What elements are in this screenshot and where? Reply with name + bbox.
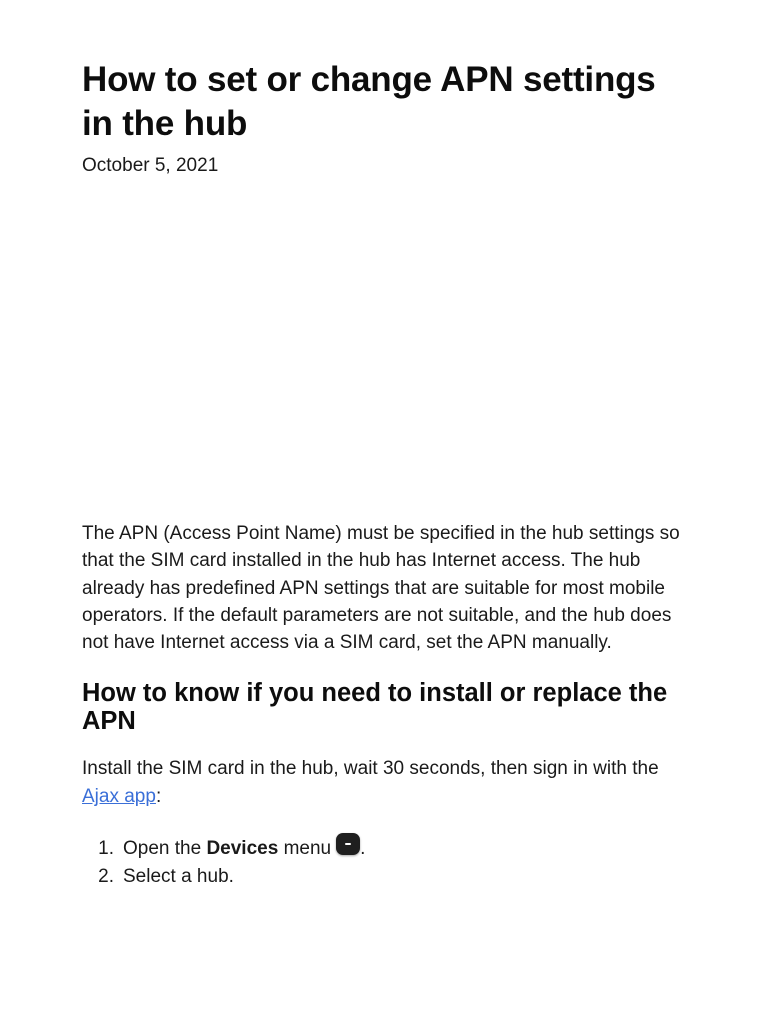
section-paragraph	[82, 755, 692, 811]
page-title: How to set or change APN settings in the hub	[82, 60, 656, 143]
step-text	[123, 833, 365, 863]
step-text-end: .	[360, 838, 366, 860]
list-item	[82, 833, 692, 863]
media-placeholder	[82, 179, 692, 520]
list-item	[82, 863, 692, 891]
step-text-before: Open the	[123, 838, 207, 860]
step-number: 1.	[98, 838, 114, 860]
steps-list	[82, 833, 692, 891]
section-heading: How to know if you need to install or replace the APN	[82, 679, 668, 736]
publish-date: October 5, 2021	[82, 155, 219, 176]
step-text: Select a hub.	[123, 866, 234, 888]
article	[82, 0, 692, 891]
section-text: Install the SIM card in the hub, wait 30 seconds, then sign in with the	[82, 758, 659, 780]
intro-paragraph: The APN (Access Point Name) must be specified in the hub settings so that the SIM card installed in the hub has Internet access. The hub already has predefined APN settings that are suitable for most mobile operators. If the default parameters are not suitable, and the hub does not have Internet access via a SIM card, set the APN manually.	[82, 523, 680, 654]
ajax-app-link[interactable]: Ajax app	[82, 786, 156, 808]
step-text-after: menu	[278, 838, 332, 860]
step-number: 2.	[98, 866, 114, 888]
section-text-end: :	[155, 786, 162, 808]
devices-label: Devices	[206, 838, 279, 860]
devices-menu-icon	[336, 833, 360, 855]
